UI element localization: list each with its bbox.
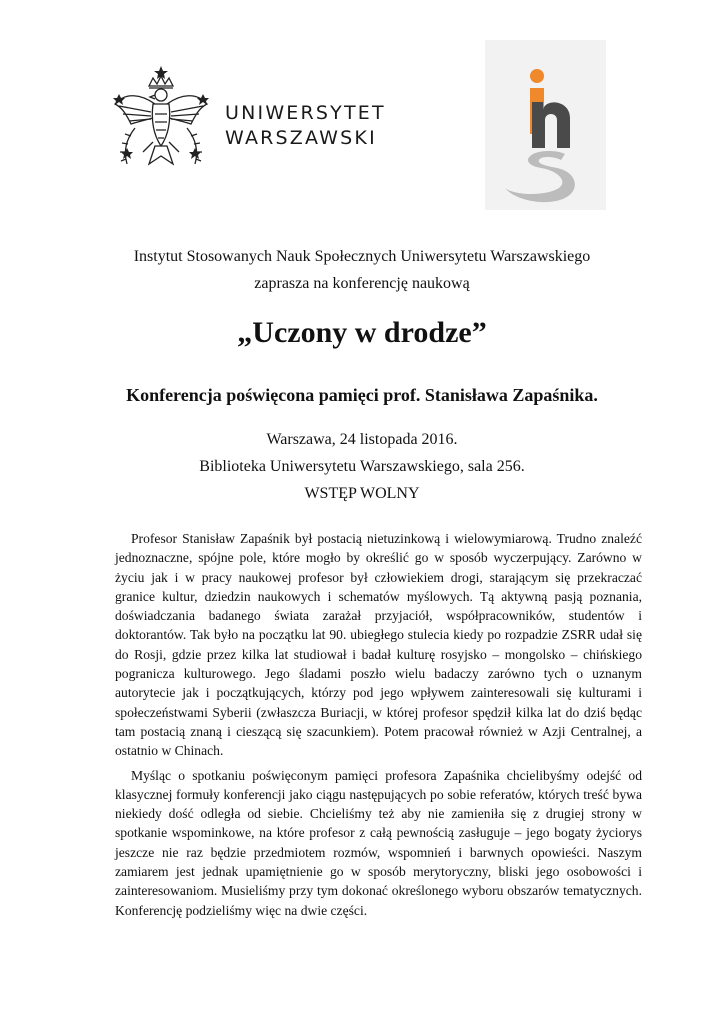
body-paragraph: Myśląc o spotkaniu poświęconym pamięci profesora Zapaśnika chcielibyśmy odejść od klasycznej formuły konferencji jako ciągu następujących po sobie referatów, których treść bywa niekiedy dość odległa od siebie. Chcieliśmy też aby nie zamieniła się z drugiej strony w spotkanie wspominkowe, na które profesor z całą pewnością zasługuje – jego bogaty życiorys jeszcze nie raz będzie przedmiotem rozmów, wspomnień i barwnych opowieści. Naszym zamiarem jest jednak upamiętnienie go w sposób merytoryczny, bliski jego osobowości i zainteresowaniom. Musieliśmy przy tym dokonać określonego wyboru obszarów tematycznych. Konferencję podzieliśmy więc na dwie części. [115, 767, 642, 918]
isns-letters-logo-icon [485, 40, 606, 210]
event-details [60, 426, 664, 507]
university-name-line1: UNIWERSYTET [225, 102, 386, 124]
university-name [225, 101, 386, 151]
institute-name: Instytut Stosowanych Nauk Społecznych Uniwersytetu Warszawskiego [133, 248, 591, 265]
body-text [115, 529, 642, 925]
invitation-line: zaprasza na konferencję naukową [254, 275, 470, 292]
isns-logo [485, 40, 606, 210]
university-logo [105, 64, 395, 176]
event-venue: Biblioteka Uniwersytetu Warszawskiego, sala 256. [199, 458, 525, 475]
event-date: Warszawa, 24 listopada 2016. [266, 431, 458, 448]
body-paragraph: Profesor Stanisław Zapaśnik był postacią nietuzinkową i wielowymiarową. Trudno znaleźć jednoznaczne, spójne pole, które mogło by określić go w sposób wyczerpujący. Zarówno w życiu jak i w pracy naukowej profesor był człowiekiem drogi, starającym się przekraczać granice kultur, dziedzin naukowych i schematów myślowych. Tą aktywną pasją poznania, doświadczania badanego świata zarażał przyjaciół, współpracowników, studentów i doktorantów. Tak było na początku lat 90. ubiegłego stulecia kiedy po rozpadzie ZSRR udał się do Rosji, gdzie przez kilka lat studiował i badał kulturę rosyjsko – mongolsko – chińskiego pogranicza kulturowego. Jego śladami poszło wielu badaczy zarówno tych o uznanym autorytecie jak i początkujących, którzy pod jego wpływem zainteresowali się kulturami i społeczeństwami Syberii (zwłaszcza Buriacji, w której profesor spędził kilka lat do dziś będąc tam postacią znaną i cieszącą się szacunkiem). Potem pracował również w Azji Centralnej, a ostatnio w Chinach. [115, 531, 642, 759]
admission-note: WSTĘP WOLNY [304, 485, 420, 502]
conference-title: „Uczony w drodze” [237, 316, 487, 349]
invitation-header [60, 243, 664, 297]
conference-subtitle: Konferencja poświęcona pamięci prof. Stanisława Zapaśnika. [126, 385, 598, 405]
university-name-line2: WARSZAWSKI [225, 127, 377, 149]
white-eagle-crest-icon [105, 64, 217, 176]
